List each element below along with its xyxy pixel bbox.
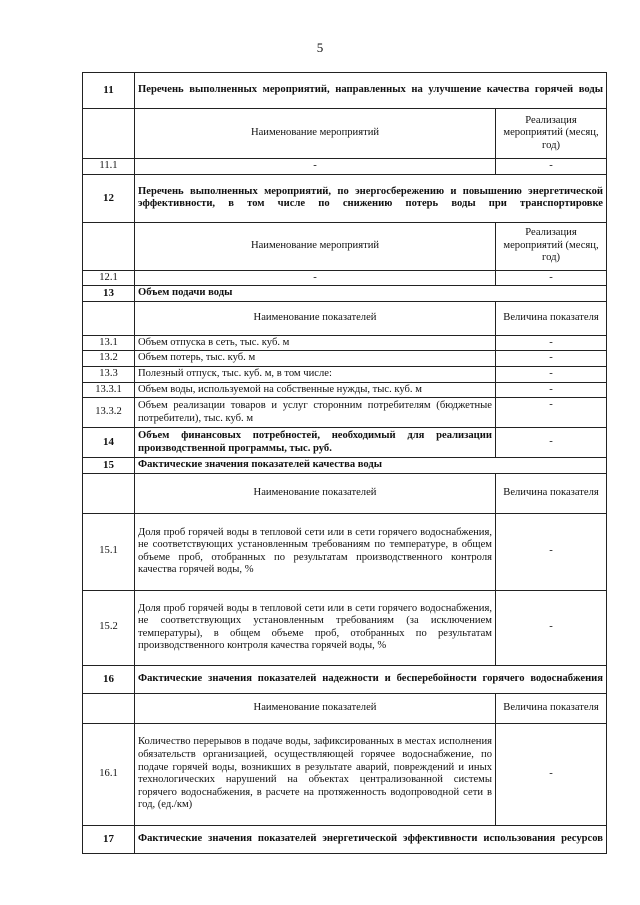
- column-header-row: [83, 693, 607, 723]
- column-header-name: Наименование показателей: [135, 693, 496, 723]
- row-number: 15: [83, 458, 135, 474]
- table-row: [83, 351, 607, 367]
- row-number: 11.1: [83, 159, 135, 175]
- section-title: Перечень выполненных мероприятий, направленных на улучшение качества горячей воды: [135, 73, 607, 109]
- section-row: [83, 73, 607, 109]
- row-number: 16.1: [83, 723, 135, 825]
- column-header-value: Реализация мероприятий (месяц, год): [496, 109, 607, 159]
- row-number: 13.2: [83, 351, 135, 367]
- row-text: Объем воды, используемой на собственные нужды, тыс. куб. м: [135, 382, 496, 398]
- row-text: -: [135, 270, 496, 286]
- empty-cell: [83, 693, 135, 723]
- section-title: Фактические значения показателей надежности и бесперебойности горячего водоснабжения: [135, 665, 607, 693]
- row-text: Полезный отпуск, тыс. куб. м, в том числе:: [135, 366, 496, 382]
- row-number: 11: [83, 73, 135, 109]
- row-number: 13.1: [83, 335, 135, 351]
- row-value: -: [496, 398, 607, 428]
- row-number: 15.1: [83, 513, 135, 590]
- row-value: -: [496, 513, 607, 590]
- column-header-row: [83, 473, 607, 513]
- empty-cell: [83, 473, 135, 513]
- column-header-name: Наименование мероприятий: [135, 109, 496, 159]
- column-header-name: Наименование показателей: [135, 473, 496, 513]
- table-row: [83, 513, 607, 590]
- section-title: Перечень выполненных мероприятий, по энергосбережению и повышению энергетической эффективности, в том числе по снижению потерь воды при транспортировке: [135, 174, 607, 222]
- table-row: [83, 335, 607, 351]
- row-value: -: [496, 270, 607, 286]
- row-text: Доля проб горячей воды в тепловой сети или в сети горячего водоснабжения, не соответствующих установленным требованиям по температуре, в общем объеме проб, отобранных по результатам производственного контроля качества горячей воды, %: [135, 513, 496, 590]
- section-row: [83, 174, 607, 222]
- row-number: 13.3.1: [83, 382, 135, 398]
- empty-cell: [83, 301, 135, 335]
- table-row: [83, 590, 607, 665]
- row-number: 14: [83, 428, 135, 458]
- row-text: -: [135, 159, 496, 175]
- column-header-value: Величина показателя: [496, 301, 607, 335]
- column-header-value: Величина показателя: [496, 473, 607, 513]
- row-value: -: [496, 351, 607, 367]
- row-value: -: [496, 159, 607, 175]
- table-row: [83, 723, 607, 825]
- row-number: 12: [83, 174, 135, 222]
- row-value: -: [496, 428, 607, 458]
- column-header-value: Реализация мероприятий (месяц, год): [496, 222, 607, 270]
- row-text: Объем потерь, тыс. куб. м: [135, 351, 496, 367]
- row-number: 15.2: [83, 590, 135, 665]
- row-value: -: [496, 335, 607, 351]
- section-title: Фактические значения показателей качества воды: [135, 458, 607, 474]
- empty-cell: [83, 222, 135, 270]
- row-number: 13.3.2: [83, 398, 135, 428]
- table-row: [83, 159, 607, 175]
- row-text: Доля проб горячей воды в тепловой сети или в сети горячего водоснабжения, не соответствующих установленным требованиям (за исключением температуры), в общем объеме проб, отобранных по результатам производственного контроля качества горячей воды, %: [135, 590, 496, 665]
- section-title: Фактические значения показателей энергетической эффективности использования ресурсов: [135, 825, 607, 853]
- column-header-row: [83, 109, 607, 159]
- column-header-row: [83, 301, 607, 335]
- row-number: 16: [83, 665, 135, 693]
- page-number: 5: [316, 40, 324, 55]
- section-title: Объем подачи воды: [135, 286, 607, 302]
- section-row: [83, 428, 607, 458]
- section-row: [83, 458, 607, 474]
- row-text: Объем реализации товаров и услуг сторонним потребителям (бюджетные потребители), тыс. куб. м: [135, 398, 496, 428]
- column-header-value: Величина показателя: [496, 693, 607, 723]
- row-number: 13.3: [83, 366, 135, 382]
- column-header-name: Наименование мероприятий: [135, 222, 496, 270]
- section-row: [83, 665, 607, 693]
- row-text: Объем отпуска в сеть, тыс. куб. м: [135, 335, 496, 351]
- row-value: -: [496, 723, 607, 825]
- table-row: [83, 366, 607, 382]
- column-header-name: Наименование показателей: [135, 301, 496, 335]
- section-row: [83, 286, 607, 302]
- table-row: [83, 270, 607, 286]
- section-title: Объем финансовых потребностей, необходимый для реализации производственной программы, тыс. руб.: [135, 428, 496, 458]
- row-value: -: [496, 366, 607, 382]
- production-program-table: [82, 72, 607, 854]
- row-text: Количество перерывов в подаче воды, зафиксированных в местах исполнения обязательств организацией, осуществляющей горячее водоснабжение, по подаче горячей воды, возникших в результате аварий, повреждений и иных технологических нарушений на объектах централизованной системы горячего водоснабжения, в расчете на протяженность водопроводной сети в год, (ед./км): [135, 723, 496, 825]
- section-row: [83, 825, 607, 853]
- row-value: -: [496, 382, 607, 398]
- row-value: -: [496, 590, 607, 665]
- table-row: [83, 398, 607, 428]
- empty-cell: [83, 109, 135, 159]
- row-number: 12.1: [83, 270, 135, 286]
- row-number: 13: [83, 286, 135, 302]
- column-header-row: [83, 222, 607, 270]
- table-row: [83, 382, 607, 398]
- row-number: 17: [83, 825, 135, 853]
